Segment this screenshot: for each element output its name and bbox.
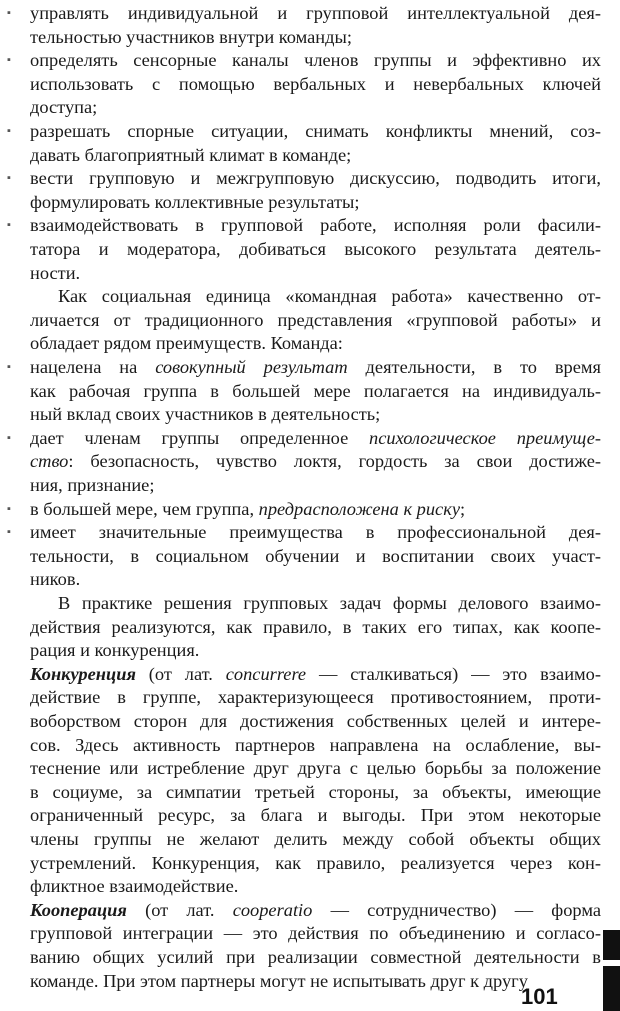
text-line: имеет значительные преимущества в профессиональной дея- [30,522,601,543]
text-line: давать благоприятный климат в команде; [30,144,352,165]
bullet-mark: ▪ [7,431,11,444]
bullet-mark: ▪ [7,125,11,137]
text-line: формулировать коллективные результаты; [30,191,360,212]
text-line: рация и конкуренция. [30,640,200,661]
text-line: теснение или истребление друг друга с целью борьбы за положение [30,758,601,779]
text-line: Кооперация (от лат. cooperatio — сотрудничество) — форма [30,899,601,920]
text-line: разрешать спорные ситуации, снимать конфликты мнений, соз- [30,121,601,141]
text-line: личается от традиционного представления «групповой работы» и [30,309,601,330]
text-line: Как социальная единица «командная работа» качественно от- [58,286,601,307]
text-line: ности. [30,262,81,283]
edge-tab-mark [603,966,620,1011]
bullet-mark: ▪ [7,54,11,67]
text-line: управлять индивидуальной и групповой интеллектуальной дея- [30,3,601,23]
bullet-mark: ▪ [7,361,11,373]
text-line: вести групповую и межгрупповую дискуссию, подводить итоги, [30,168,601,189]
text-line: нацелена на совокупный результат деятельности, в то время [30,357,601,377]
text-line: определять сенсорные каналы членов группы и эффективно их [30,50,601,71]
text-line: действие в группе, характеризующееся противостоянием, проти- [30,687,601,708]
text-line: воборством сторон для достижения собственных целей и интере- [30,711,601,731]
text-line: члены группы не желают делить между собой объекты общих [30,829,601,849]
text-line: использовать с помощью вербальных и невербальных ключей [30,73,601,94]
text-line: в большей мере, чем группа, предрасположена к риску; [30,498,466,519]
text-line: татора и модератора, добиваться высокого результата деятель- [30,239,601,259]
page-number: 101 [521,984,558,1009]
text-line: как рабочая группа в большей мере полагается на индивидуаль- [30,380,601,401]
text-line: обладает рядом преимуществ. Команда: [30,333,343,354]
text-line: ников. [30,569,81,590]
text-line: ство: безопасность, чувство локтя, гордость за свои достиже- [30,451,601,472]
text-line: ный вклад своих участников в деятельность; [30,404,381,425]
text-line: фликтное взаимодействие. [30,876,239,897]
bullet-mark: ▪ [7,172,11,185]
text-line: ния, признание; [30,475,155,495]
text-line: ванию общих усилий при реализации совместной деятельности в [30,947,601,967]
bullet-mark: ▪ [7,219,11,232]
text-line: устремлений. Конкуренция, как правило, реализуется через кон- [30,852,601,873]
text-line: тельности, в социальном обучении и воспитании своих участ- [30,545,601,566]
text-line: тельностью участников внутри команды; [30,26,352,47]
text-line: Конкуренция (от лат. concurrere — сталкиваться) — это взаимо- [30,663,601,684]
text-line: ограниченный ресурс, за блага и выгоды. При этом некоторые [30,805,601,826]
bullet-mark: ▪ [7,7,11,19]
text-line: доступа; [30,97,98,118]
text-line: взаимодействовать в групповой работе, исполняя роли фасили- [30,215,601,236]
text-line: в социуме, за симпатии третьей стороны, за объекты, имеющие [30,781,601,802]
text-line: команде. При этом партнеры могут не испытывать друг к другу [30,970,528,991]
bullet-mark: ▪ [7,526,11,539]
bullet-mark: ▪ [7,502,11,515]
text-line: сов. Здесь активность партнеров направлена на ослабление, вы- [30,734,601,755]
text-line: групповой интеграции — это действия по объединению и согласо- [30,923,601,944]
edge-tab-mark [603,930,620,960]
text-line: дает членам группы определенное психологическое преимуще- [30,427,601,448]
text-line: действия реализуются, как правило, в таких его типах, как коопе- [30,616,601,637]
text-line: В практике решения групповых задач формы делового взаимо- [58,593,601,613]
